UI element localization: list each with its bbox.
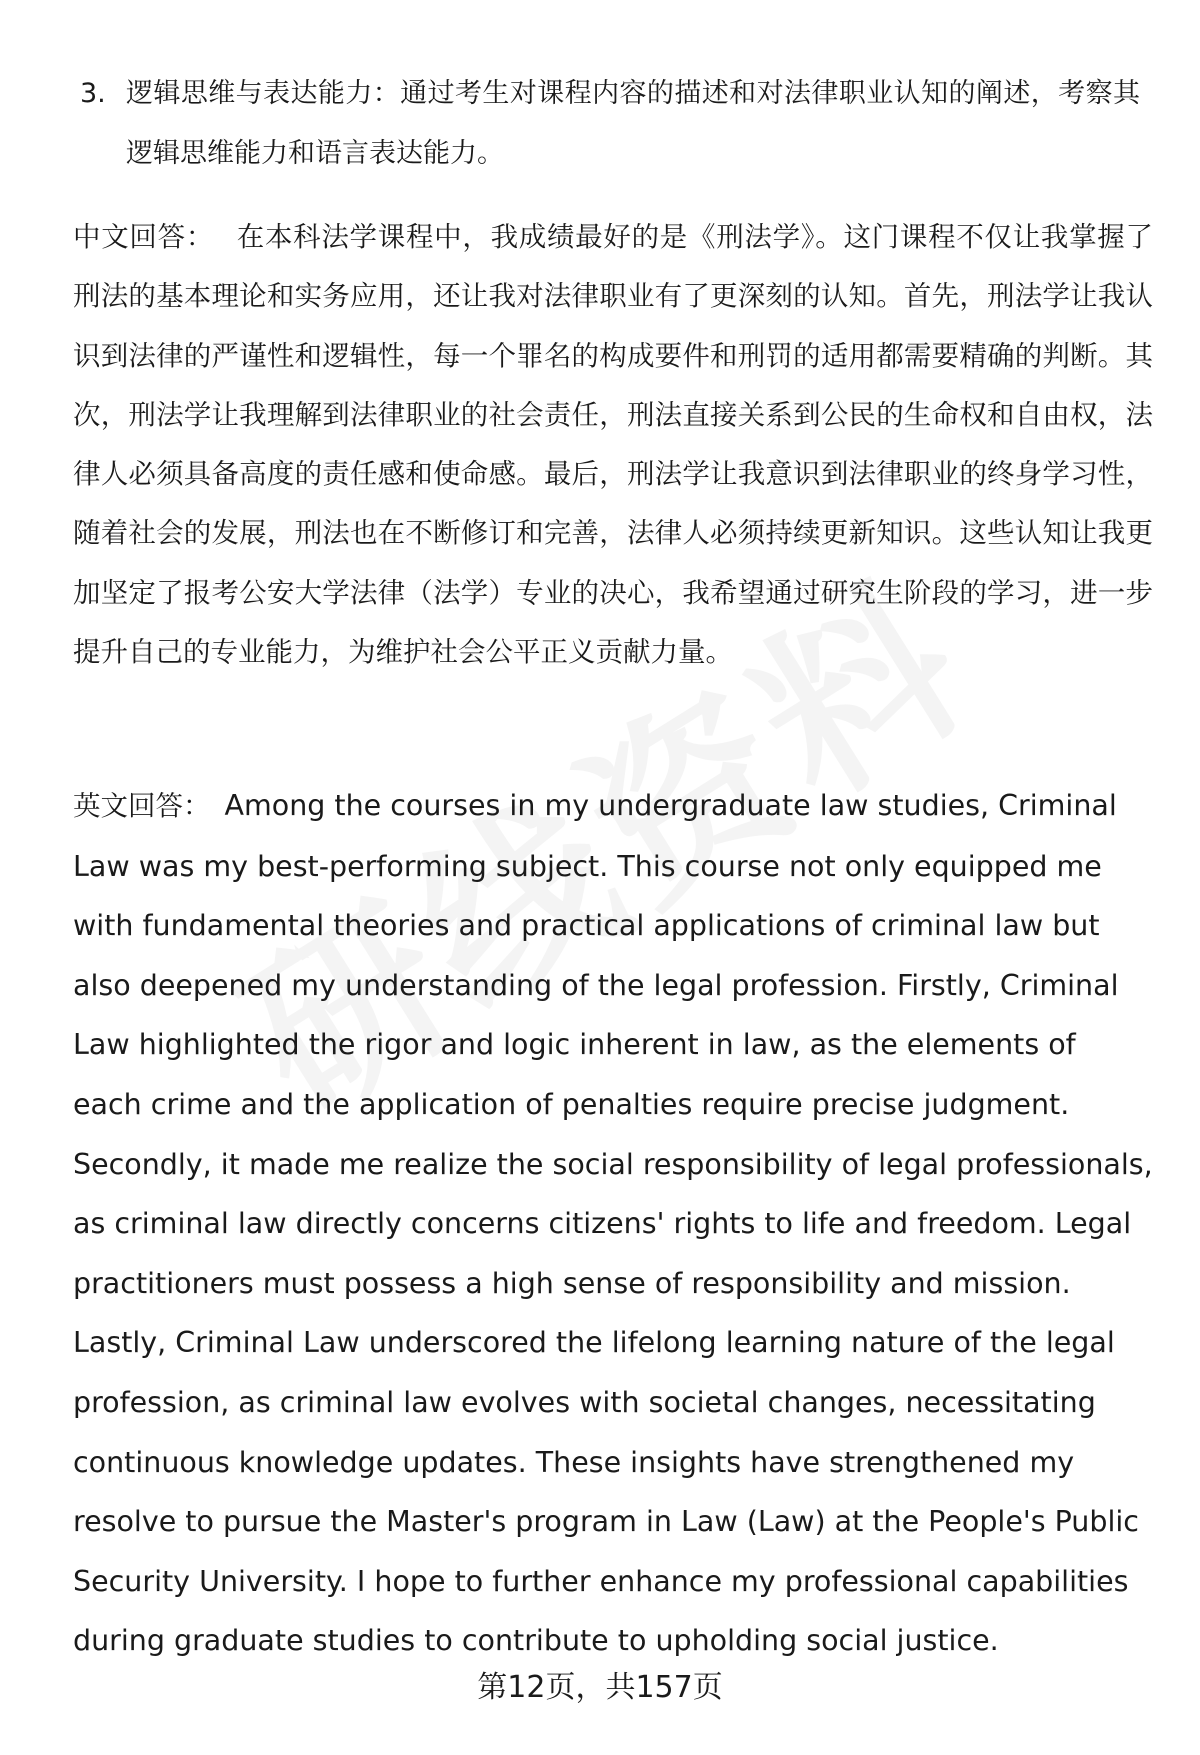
chinese-answer-label: 中文回答： <box>73 221 215 253</box>
list-item-3 <box>80 64 1140 184</box>
english-answer-label: 英文回答： <box>73 790 211 822</box>
list-item-number: 3. <box>80 78 106 109</box>
english-answer-paragraph <box>73 776 1153 1671</box>
chinese-answer-paragraph <box>73 208 1153 682</box>
chinese-answer-text: 在本科法学课程中，我成绩最好的是《刑法学》。这门课程不仅让我掌握了刑法的基本理论和实务应用，还让我对法律职业有了更深刻的认知。首先，刑法学让我认识到法律的严谨性和逻辑性，每一个罪名的构成要件和刑罚的适用都需要精确的判断。其次，刑法学让我理解到法律职业的社会责任，刑法直接关系到公民的生命权和自由权，法律人必须具备高度的责任感和使命感。最后，刑法学让我意识到法律职业的终身学习性，随着社会的发展，刑法也在不断修订和完善，法律人必须持续更新知识。这些认知让我更加坚定了报考公安大学法律（法学）专业的决心，我希望通过研究生阶段的学习，进一步提升自己的专业能力，为维护社会公平正义贡献力量。 <box>73 221 1154 669</box>
page-number-footer: 第12页，共157页 <box>477 1670 723 1705</box>
list-item-text: 逻辑思维与表达能力：通过考生对课程内容的描述和对法律职业认知的阐述，考察其逻辑思维能力和语言表达能力。 <box>126 78 1140 169</box>
english-answer-text: Among the courses in my undergraduate law studies, Criminal Law was my best-performing subject. This course not only equipped me with fundamental theories and practical applications of criminal law but also deepened my understanding of the legal profession. Firstly, Criminal Law highlighted the rigor and logic inherent in law, as the elements of each crime and the application of penalties require precise judgment. Secondly, it made me realize the social responsibility of legal professionals, as criminal law directly concerns citizens' rights to life and freedom. Legal practitioners must possess a high sense of responsibility and mission. Lastly, Criminal Law underscored the lifelong learning nature of the legal profession, as criminal law evolves with societal changes, necessitating continuous knowledge updates. These insights have strengthened my resolve to pursue the Master's program in Law (Law) at the People's Public Security University. I hope to further enhance my professional capabilities during graduate studies to contribute to upholding social justice. <box>73 789 1153 1658</box>
